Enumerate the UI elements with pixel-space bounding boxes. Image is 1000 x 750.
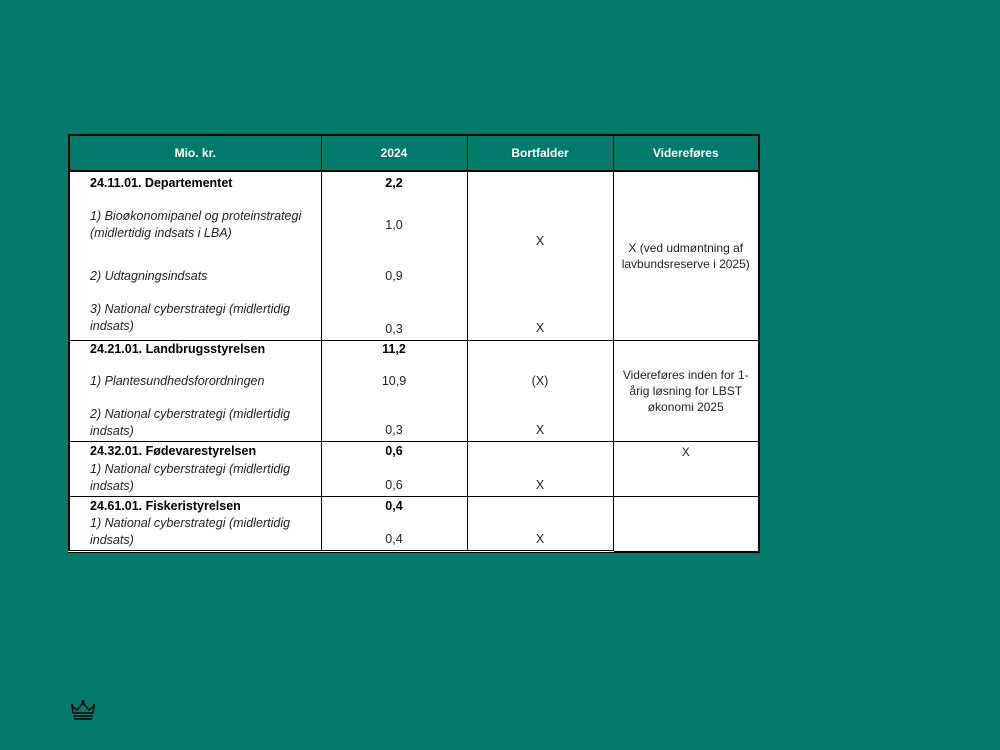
videreføres-note: X (ved udmøntning af lavbundsreserve i 2025): [613, 171, 759, 341]
group-label: 24.32.01. Fødevarestyrelsen: [69, 442, 321, 460]
item-label: 1) National cyberstrategi (midlertidig indsats): [69, 460, 321, 497]
group-total: 0,6: [321, 442, 467, 460]
column-header-bortfalder: Bortfalder: [467, 135, 613, 171]
bortfalder-cell: [467, 171, 613, 341]
item-value: 0,9: [321, 256, 467, 297]
item-value: 0,4: [321, 515, 467, 552]
group-label: 24.61.01. Fiskeristyrelsen: [69, 497, 321, 515]
bortfalder-empty: [467, 341, 613, 358]
column-header-mio-kr: Mio. kr.: [69, 135, 321, 171]
bortfalder-value: [468, 264, 613, 302]
table-row: [69, 171, 759, 194]
bortfalder-empty: [467, 497, 613, 515]
item-label: 1) National cyberstrategi (midlertidig indsats): [69, 515, 321, 552]
bortfalder-value: (X): [467, 358, 613, 405]
item-label: 2) National cyberstrategi (midlertidig indsats): [69, 405, 321, 442]
bortfalder-value: X: [535, 321, 545, 335]
column-header-2024: 2024: [321, 135, 467, 171]
group-label: 24.21.01. Landbrugsstyrelsen: [69, 341, 321, 358]
bortfalder-empty: [467, 442, 613, 460]
item-value: 0,6: [321, 460, 467, 497]
group-total: 11,2: [321, 341, 467, 358]
bortfalder-value: X: [467, 515, 613, 552]
budget-table: [68, 134, 760, 553]
group-label: 24.11.01. Departementet: [69, 171, 321, 194]
bortfalder-value: X: [535, 234, 545, 248]
videreføres-note: Videreføres inden for 1-årig løsning for LBST økonomi 2025: [613, 341, 759, 442]
table-row: [69, 341, 759, 358]
videreføres-note: [613, 497, 759, 552]
item-label: 3) National cyberstrategi (midlertidig indsats): [69, 296, 321, 340]
item-value: 0,3: [321, 296, 467, 340]
item-label: 1) Plantesundhedsforordningen: [69, 358, 321, 405]
bortfalder-value: X: [467, 405, 613, 442]
group-total: 2,2: [321, 171, 467, 194]
item-value: 0,3: [321, 405, 467, 442]
table-header-row: [69, 135, 759, 171]
item-label: 2) Udtagningsindsats: [69, 256, 321, 297]
item-value: 1,0: [321, 194, 467, 256]
videreføres-note: X: [613, 442, 759, 497]
table-row: [69, 442, 759, 460]
table-row: [69, 497, 759, 515]
item-label: 1) Bioøkonomipanel og proteinstrategi (midlertidig indsats i LBA): [69, 194, 321, 256]
item-value: 10,9: [321, 358, 467, 405]
bortfalder-value: X: [467, 460, 613, 497]
group-total: 0,4: [321, 497, 467, 515]
column-header-videreføres: Videreføres: [613, 135, 759, 171]
crown-icon: [70, 699, 96, 721]
